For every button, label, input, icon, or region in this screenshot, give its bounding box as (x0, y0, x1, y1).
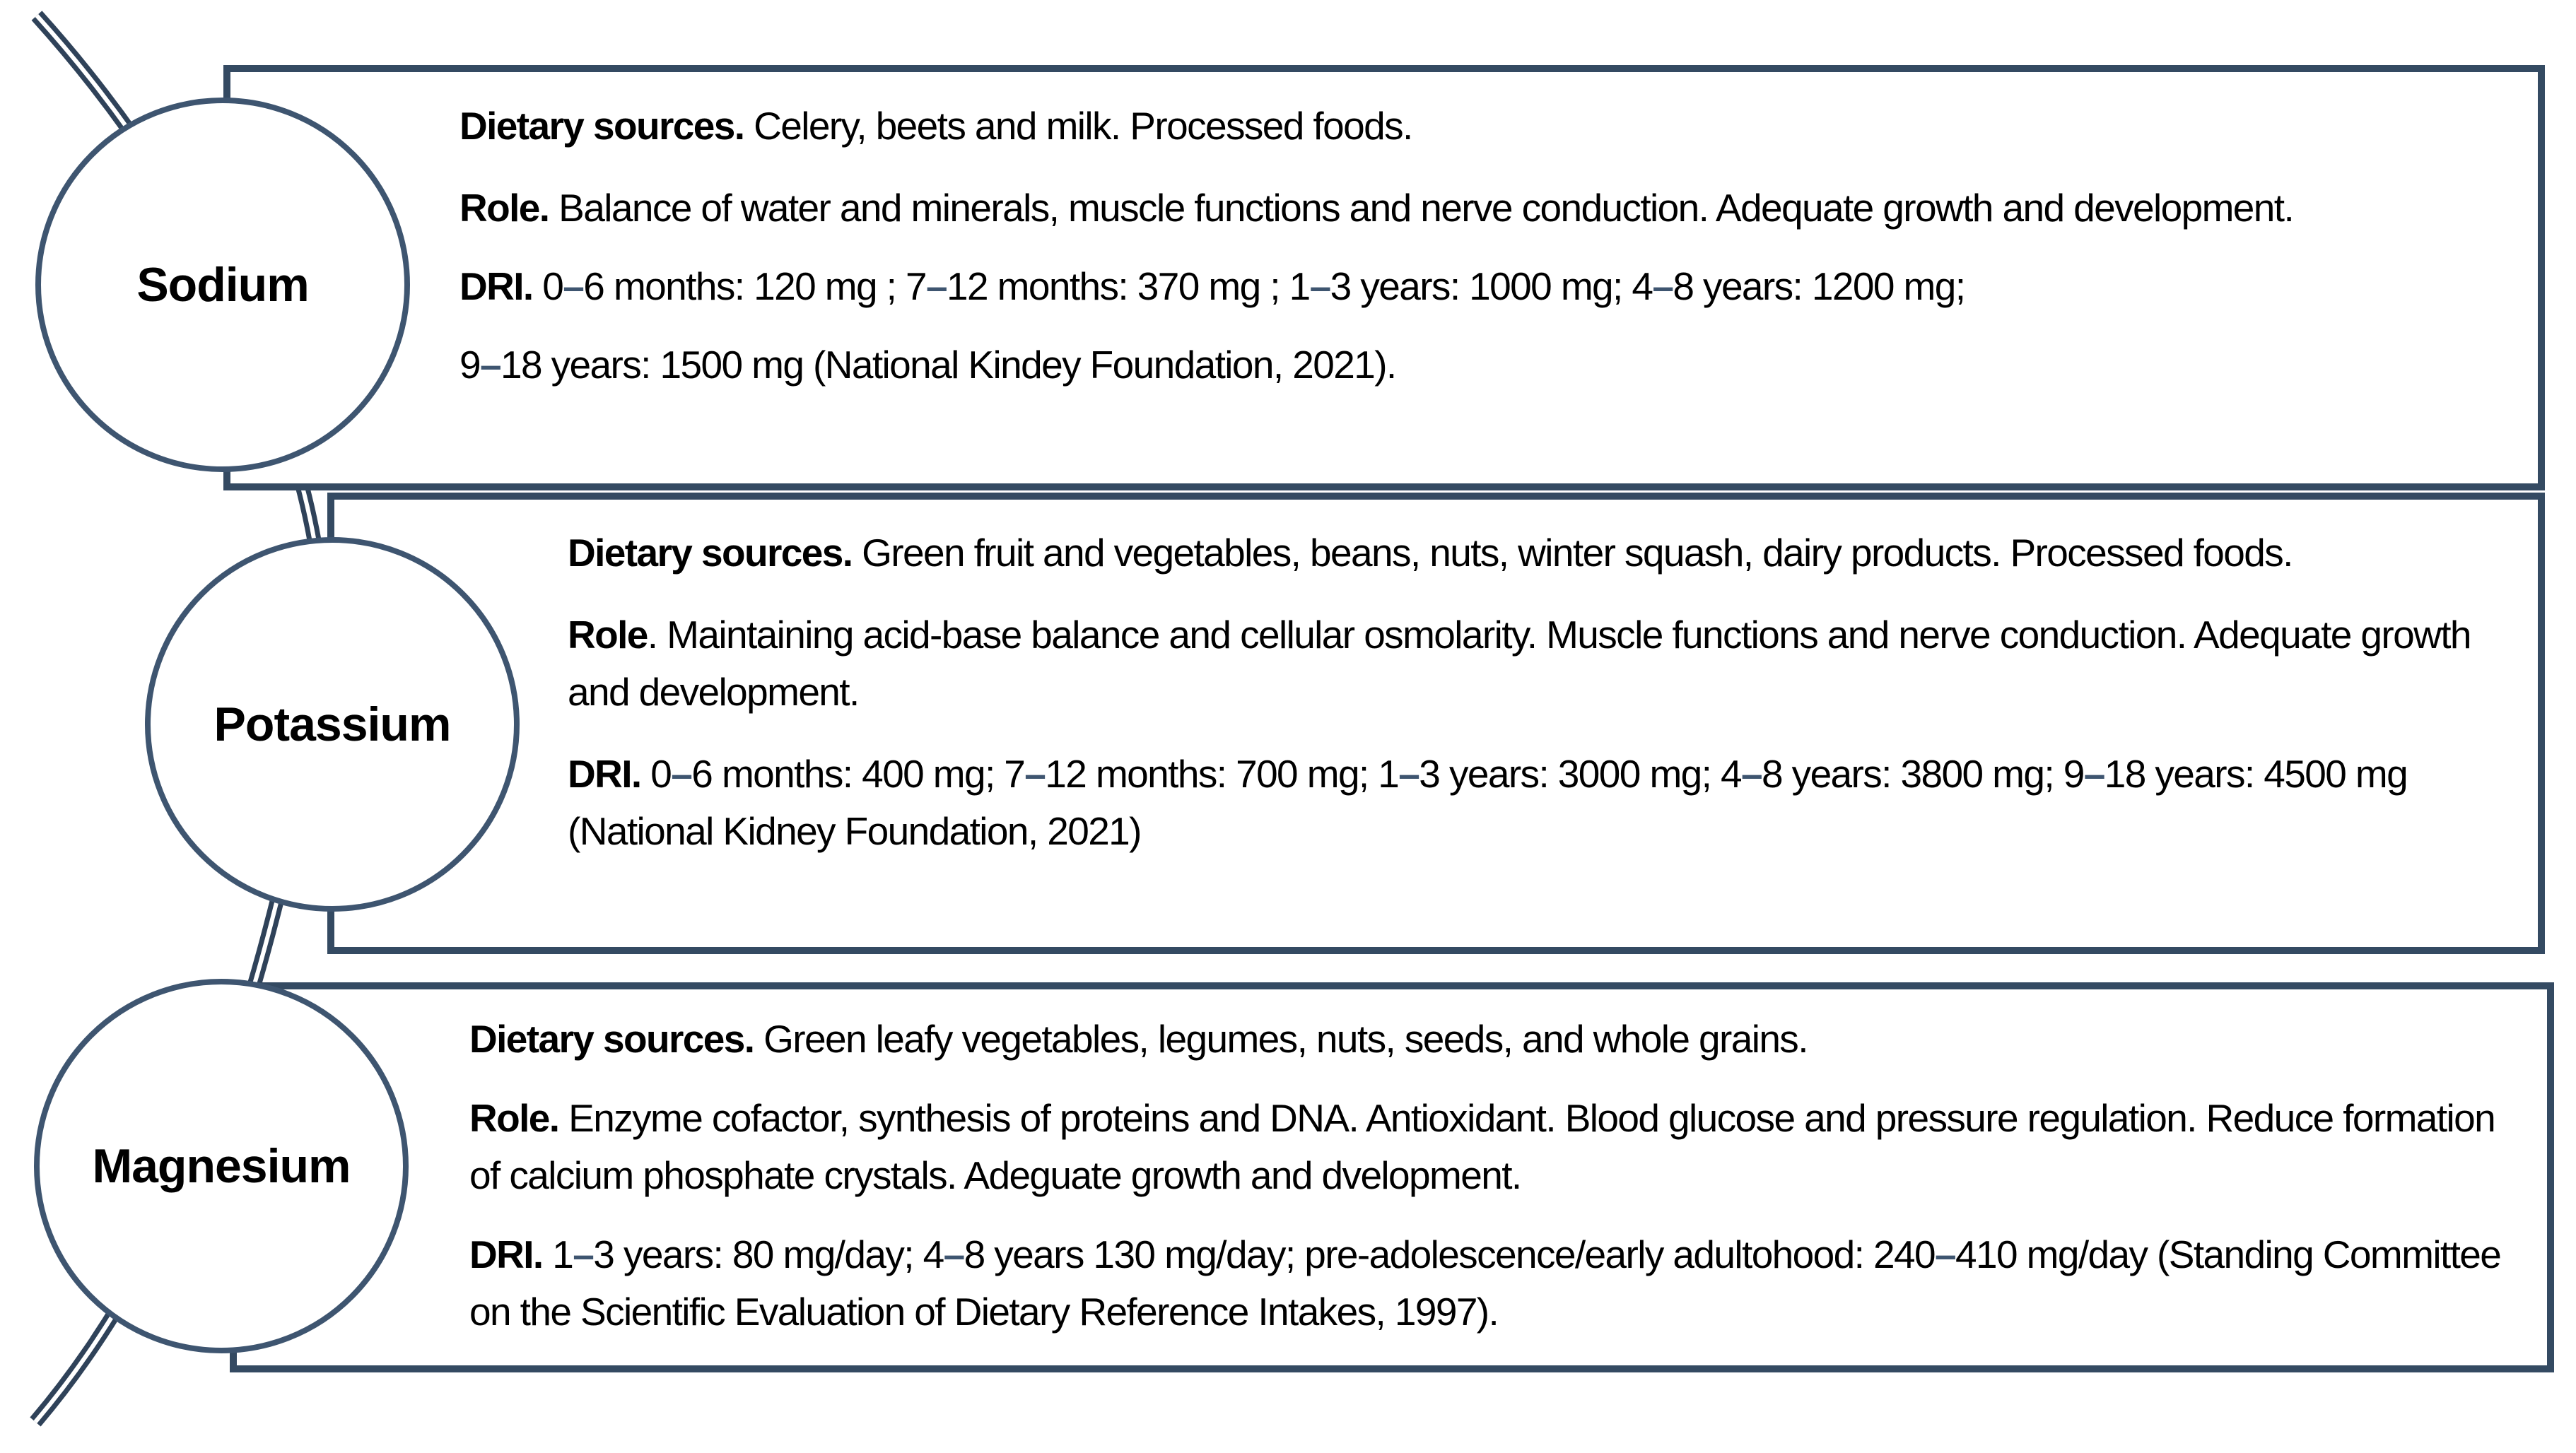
magnesium-title: Magnesium (92, 1139, 351, 1193)
role-text: . Maintaining acid-base balance and cellular osmolarity. Muscle functions and nerve conduction. Adequate growth and development. (568, 613, 2471, 714)
potassium-circle (145, 537, 520, 912)
sodium-dietary-sources (459, 98, 2524, 155)
dri-label: DRI. (568, 752, 641, 796)
sodium-circle (35, 98, 410, 472)
dietary-text: Green fruit and vegetables, beans, nuts, winter squash, dairy products. Processed foods. (852, 531, 2293, 575)
magnesium-dri: DRI. 1–3 years: 80 mg/day; 4–8 years 130 mg/day; pre-adolescence/early adultohood: 240–410 mg/day (Standing Committee on the Scientific Evaluation of Dietary Reference Intakes, 1997). (469, 1233, 2501, 1334)
dri-label: DRI. (459, 264, 533, 308)
sodium-title: Sodium (136, 258, 309, 312)
potassium-title: Potassium (213, 698, 451, 751)
dietary-text: Green leafy vegetables, legumes, nuts, seeds, and whole grains. (754, 1017, 1808, 1061)
sodium-content (459, 98, 2524, 404)
magnesium-content (469, 1011, 2534, 1341)
dietary-label: Dietary sources. (469, 1017, 754, 1061)
magnesium-dietary-sources (469, 1011, 2534, 1068)
dietary-label: Dietary sources. (459, 104, 744, 148)
magnesium-circle (34, 979, 409, 1353)
potassium-dietary-sources (568, 524, 2533, 582)
potassium-dri: DRI. 0–6 months: 400 mg; 7–12 months: 700 mg; 1–3 years: 3000 mg; 4–8 years: 3800 mg; 9–18 years: 4500 mg (National Kidney Foundation, 2021) (568, 752, 2408, 853)
dietary-text: Celery, beets and milk. Processed foods. (744, 104, 1412, 148)
sodium-dri: DRI. 0–6 months: 120 mg ; 7–12 months: 370 mg ; 1–3 years: 1000 mg; 4–8 years: 1200 mg; 9–18 years: 1500 mg (National Kindey Foundation, 2021). (459, 264, 1965, 387)
role-label: Role. (469, 1096, 559, 1140)
dri-label: DRI. (469, 1233, 543, 1276)
role-label: Role (568, 613, 648, 657)
role-text: Enzyme cofactor, synthesis of proteins and DNA. Antioxidant. Blood glucose and pressure regulation. Reduce formation of calcium phosphate crystals. Adeguate growth and dvelopment. (469, 1096, 2495, 1197)
role-text: Balance of water and minerals, muscle functions and nerve conduction. Adequate growth and development. (549, 186, 2294, 230)
potassium-content (568, 524, 2533, 860)
dietary-label: Dietary sources. (568, 531, 853, 575)
role-label: Role. (459, 186, 549, 230)
potassium-role (568, 606, 2533, 721)
sodium-role (459, 180, 2524, 237)
magnesium-role (469, 1090, 2534, 1204)
